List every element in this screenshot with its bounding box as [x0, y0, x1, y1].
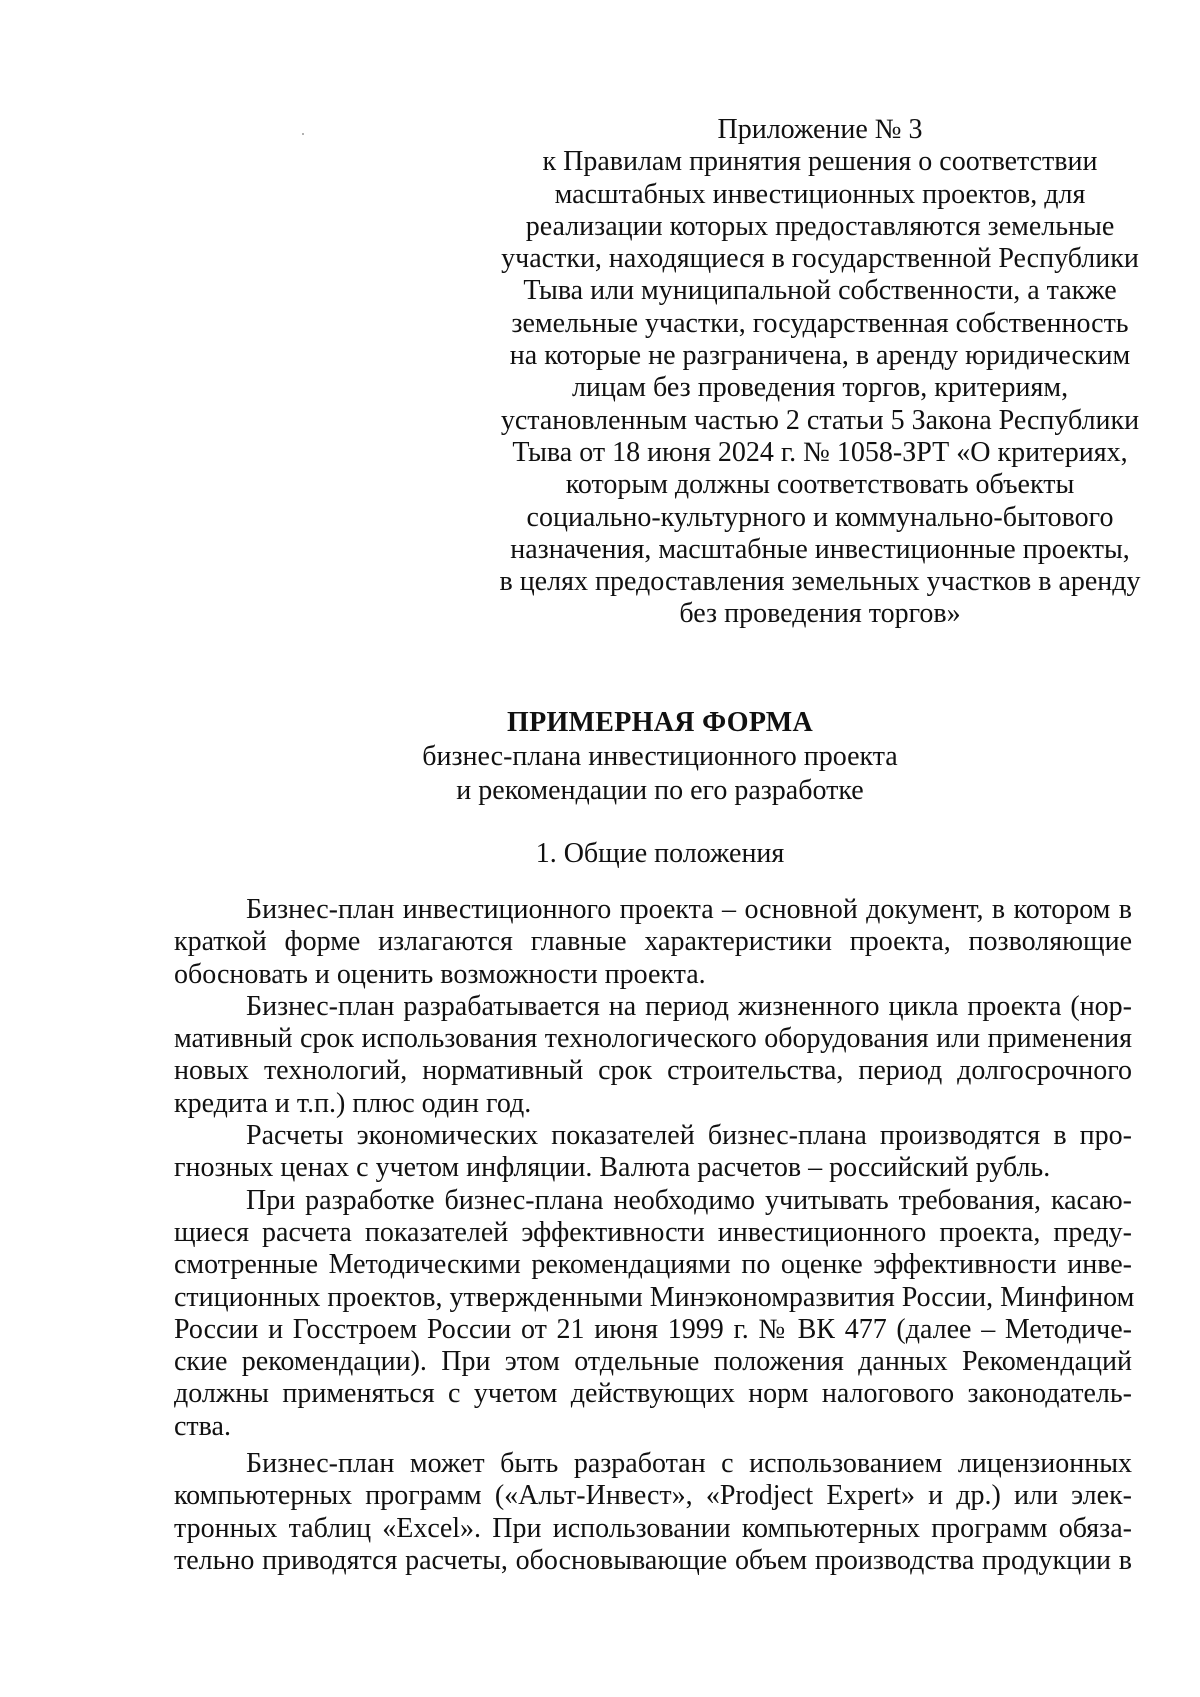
- appendix-header: [490, 114, 1150, 631]
- text-line: краткой форме излагаются главные характеристики проекта, позволяющие: [174, 926, 1132, 958]
- paragraph: [174, 1120, 1132, 1185]
- text-line: ства.: [174, 1410, 231, 1442]
- appendix-line: лицам без проведения торгов, критериям,: [571, 372, 1069, 404]
- appendix-line: Тыва или муниципальной собственности, а также: [523, 275, 1117, 307]
- paragraph: [174, 991, 1132, 1120]
- text-line: смотренные Методическими рекомендациями по оценке эффективности инве-: [174, 1249, 1132, 1281]
- text-line: новых технологий, нормативный срок строительства, период долгосрочного: [174, 1055, 1132, 1087]
- text-line: щиеся расчета показателей эффективности инвестиционного проекта, преду-: [174, 1216, 1132, 1248]
- appendix-line: реализации которых предоставляются земельные: [525, 210, 1115, 242]
- paragraph: [174, 1184, 1135, 1443]
- form-heading: [400, 706, 920, 808]
- appendix-line: назначения, масштабные инвестиционные проекты,: [510, 533, 1130, 565]
- appendix-line: масштабных инвестиционных проектов, для: [554, 178, 1086, 210]
- text-line: Расчеты экономических показателей бизнес-плана производятся в про-: [246, 1120, 1132, 1152]
- text-line: Бизнес-план может быть разработан с использованием лицензионных: [246, 1448, 1132, 1480]
- text-line: гнозных ценах с учетом инфляции. Валюта расчетов – российский рубль.: [174, 1152, 1051, 1184]
- text-line: компьютерных программ («Альт-Инвест», «Prodject Expert» и др.) или элек-: [174, 1480, 1132, 1512]
- text-line: России и Госстроем России от 21 июня 1999 г. № ВК 477 (далее – Методиче-: [174, 1313, 1132, 1345]
- paragraph: [174, 1448, 1132, 1577]
- appendix-line: в целях предоставления земельных участков в аренду: [499, 566, 1141, 598]
- text-line: кредита и т.п.) плюс один год.: [174, 1087, 532, 1119]
- text-line: должны применяться с учетом действующих норм налогового законодатель-: [174, 1378, 1132, 1410]
- text-line: При разработке бизнес-плана необходимо учитывать требования, касаю-: [246, 1184, 1132, 1216]
- section-title: 1. Общие положения: [535, 838, 785, 869]
- appendix-title: Приложение № 3: [717, 114, 923, 145]
- text-line: тронных таблиц «Excel». При использовании компьютерных программ обяза-: [174, 1512, 1132, 1544]
- appendix-line: к Правилам принятия решения о соответствии: [542, 146, 1098, 178]
- text-line: обосновать и оценить возможности проекта.: [174, 958, 706, 990]
- text-line: ские рекомендации). При этом отдельные положения данных Рекомендаций: [174, 1346, 1132, 1378]
- scan-speck: [302, 133, 304, 135]
- text-line: Бизнес-план разрабатывается на период жизненного цикла проекта (нор-: [246, 990, 1132, 1022]
- section-body: [174, 894, 1135, 1577]
- appendix-line: без проведения торгов»: [679, 598, 961, 630]
- appendix-line: которым должны соответствовать объекты: [565, 469, 1075, 501]
- text-line: Бизнес-план инвестиционного проекта – основной документ, в котором в: [246, 894, 1132, 925]
- text-line: мативный срок использования технологического оборудования или применения: [174, 1023, 1132, 1055]
- appendix-line: на которые не разграничена, в аренду юридическим: [509, 340, 1131, 372]
- form-title: ПРИМЕРНАЯ ФОРМА: [507, 707, 813, 738]
- appendix-line: земельные участки, государственная собственность: [511, 307, 1129, 339]
- appendix-line: социально-культурного и коммунально-бытового: [526, 501, 1114, 533]
- form-subtitle: бизнес-плана инвестиционного проекта: [422, 741, 898, 772]
- appendix-line: Тыва от 18 июня 2024 г. № 1058-ЗРТ «О критериях,: [512, 436, 1128, 468]
- form-subtitle: и рекомендации по его разработке: [456, 775, 864, 806]
- paragraph: [174, 894, 1132, 991]
- text-line: тельно приводятся расчеты, обосновывающие объем производства продукции в: [174, 1544, 1132, 1576]
- appendix-line: установленным частью 2 статьи 5 Закона Республики: [500, 404, 1140, 436]
- text-line: стиционных проектов, утвержденными Минэкономразвития России, Минфином: [174, 1281, 1135, 1313]
- appendix-line: участки, находящиеся в государственной Республики: [501, 243, 1139, 275]
